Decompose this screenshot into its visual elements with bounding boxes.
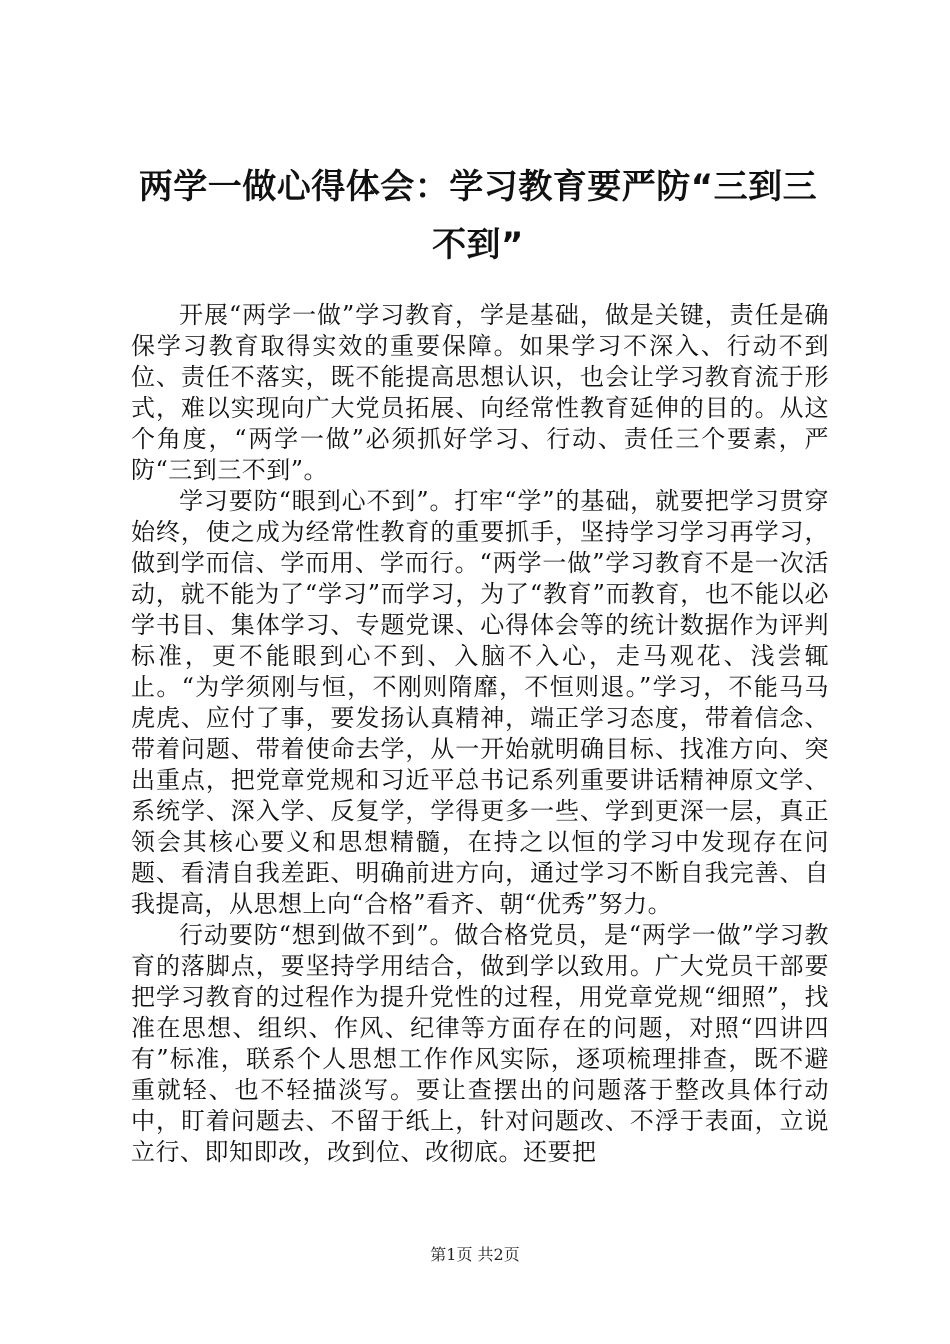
document-title: 两学一做心得体会：学习教育要严防“三到三不到” [138, 167, 818, 265]
paragraph-intro: 开展“两学一做”学习教育，学是基础，做是关键，责任是确保学习教育取得实效的重要保障。如果学习不深入、行动不到位、责任不落实，既不能提高思想认识，也会让学习教育流于形式，难以实现向广大党员拓展、向经常性教育延伸的目的。从这个角度，“两学一做”必须抓好学习、行动、责任三个要素，严防“三到三不到”。 [131, 301, 829, 484]
paragraph-action: 行动要防“想到做不到”。做合格党员，是“两学一做”学习教育的落脚点，要坚持学用结合，做到学以致用。广大党员干部要把学习教育的过程作为提升党性的过程，用党章党规“细照”，找准在思想、组织、作风、纪律等方面存在的问题，对照“四讲四有”标准，联系个人思想工作作风实际，逐项梳理排查，既不避重就轻、也不轻描淡写。要让查摆出的问题落于整改具体行动中，盯着问题去、不留于纸上，针对问题改、不浮于表面，立说立行、即知即改，改到位、改彻底。还要把 [131, 921, 829, 1166]
page-footer: 第1页 共2页 [430, 1245, 520, 1264]
paragraph-study: 学习要防“眼到心不到”。打牢“学”的基础，就要把学习贯穿始终，使之成为经常性教育的重要抓手，坚持学习学习再学习，做到学而信、学而用、学而行。“两学一做”学习教育不是一次活动，就不能为了“学习”而学习，为了“教育”而教育，也不能以必学书目、集体学习、专题党课、心得体会等的统计数据作为评判标准，更不能眼到心不到、入脑不入心，走马观花、浅尝辄止。“为学须刚与恒，不刚则隋靡，不恒则退。”学习，不能马马虎虎、应付了事，要发扬认真精神，端正学习态度，带着信念、带着问题、带着使命去学，从一开始就明确目标、找准方向、突出重点，把党章党规和习近平总书记系列重要讲话精神原文学、系统学、深入学、反复学，学得更多一些、学到更深一层，真正领会其核心要义和思想精髓，在持之以恒的学习中发现存在问题、看清自我差距、明确前进方向，通过学习不断自我完善、自我提高，从思想上向“合格”看齐、朝“优秀”努力。 [131, 487, 829, 918]
document-body [131, 300, 829, 1168]
